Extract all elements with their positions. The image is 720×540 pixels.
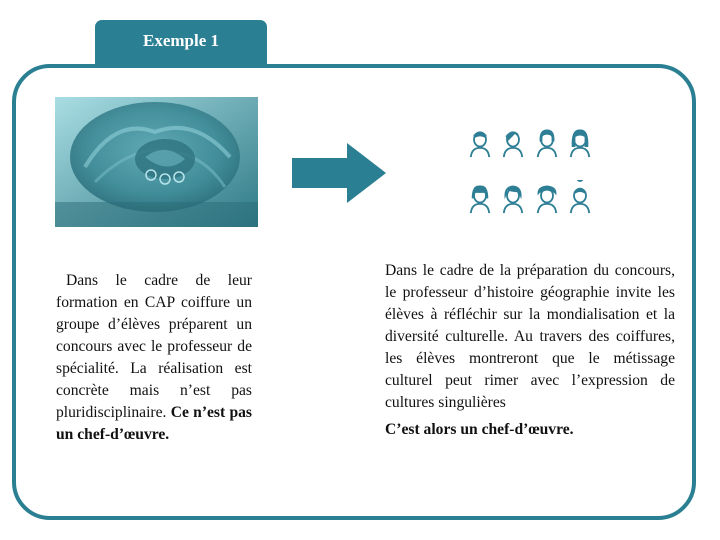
left-text-block [56,270,252,446]
woman-wavy-hair-icon [499,180,527,214]
tab-label: Exemple 1 [142,31,220,50]
woman-side-part-icon [499,124,527,158]
left-bold-text: Ce n’est pas un chef-d’œuvre. [56,404,252,443]
right-text-block [385,260,675,441]
example-tab [95,20,267,66]
woman-long-hair-icon [566,124,594,158]
woman-bun-icon [566,180,594,214]
woman-bob-icon [533,124,561,158]
woman-short-hair-icon [466,124,494,158]
left-text: Dans le cadre de leur formation en CAP coiffure un groupe d’élèves préparent un concours avec le professeur de spécialité. La réalisation est concrète mais n’est pas pluridisciplinaire. [56,272,252,421]
right-paragraph: Dans le cadre de la préparation du concours, le professeur d’histoire géographie invite les élèves à réfléchir sur la mondialisation et la diversité culturelle. Au travers des coiffures, les élèves montreront que le métissage culturel peut rimer avec l’expression de cultures singulières [385,262,675,411]
left-paragraph [56,270,252,446]
right-conclusion: C’est alors un chef-d’œuvre. [385,421,574,438]
hairstyle-photo [55,97,258,227]
right-arrow-icon [292,143,387,208]
woman-bob-bangs-icon [466,180,494,214]
woman-curly-hair-icon [533,180,561,214]
